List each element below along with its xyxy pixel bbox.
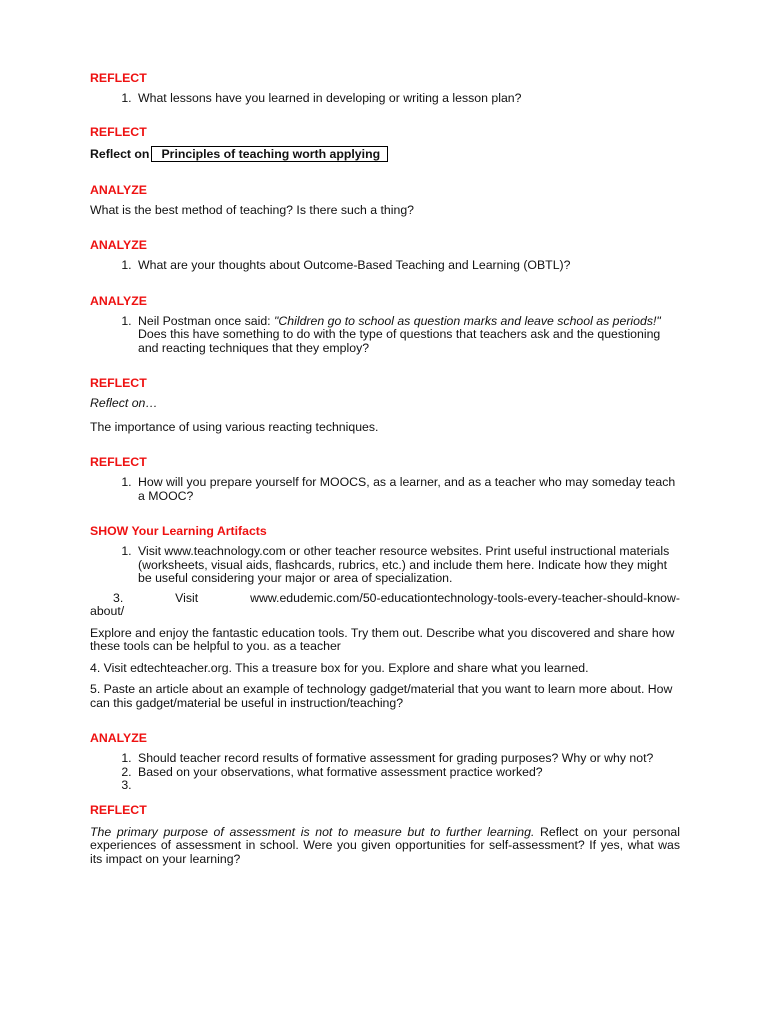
section-heading: REFLECT — [90, 376, 147, 390]
visit-line — [90, 592, 680, 606]
list-item: 2. Based on your observations, what formative assessment practice worked? — [135, 766, 680, 780]
paragraph: What is the best method of teaching? Is there such a thing? — [90, 202, 415, 217]
question-list — [90, 476, 680, 503]
visit-url-continued: about/ — [90, 604, 125, 618]
paragraph: Explore and enjoy the fantastic education tools. Try them out. Describe what you discovered and share how these tools can be helpful to you. as a teacher — [90, 625, 675, 653]
quote-followup: Does this have something to do with the type of questions that teachers ask and the questioning and reacting techniques that they employ? — [138, 327, 661, 355]
quote-intro: Neil Postman once said: — [138, 313, 275, 328]
paragraph: 4. Visit edtechteacher.org. This a treasure box for you. Explore and share what you learned. — [90, 660, 589, 675]
artifact-list — [90, 545, 680, 586]
section-heading: REFLECT — [90, 802, 147, 817]
visit-url: www.edudemic.com/50-educationtechnology-tools-every-teacher-should-know- — [250, 590, 680, 605]
visit-number: 3. — [113, 590, 124, 605]
list-item — [135, 315, 680, 356]
list-item — [135, 779, 680, 793]
assessment-quote: The primary purpose of assessment is not to measure but to further learning. — [90, 824, 535, 839]
list-item: 1. Should teacher record results of formative assessment for grading purposes? Why or why not? — [135, 752, 680, 766]
reflect-on-label: Reflect on… — [90, 396, 158, 410]
section-heading: ANALYZE — [90, 731, 147, 745]
question-list — [90, 752, 680, 793]
question-list — [90, 315, 680, 356]
document-page — [90, 70, 680, 866]
section-heading: REFLECT — [90, 455, 147, 469]
paragraph: 5. Paste an article about an example of technology gadget/material that you want to learn more about. How can this gadget/material be useful in instruction/teaching? — [90, 682, 673, 710]
list-item: 1. What lessons have you learned in developing or writing a lesson plan? — [135, 92, 680, 106]
section-heading: ANALYZE — [90, 182, 147, 197]
list-item: 1. What are your thoughts about Outcome-Based Teaching and Learning (OBTL)? — [135, 259, 680, 273]
section-heading: REFLECT — [90, 71, 147, 85]
boxed-topic: Principles of teaching worth applying — [151, 146, 388, 162]
section-heading: ANALYZE — [90, 238, 147, 252]
postman-quote: "Children go to school as question marks and leave school as periods!" — [274, 313, 661, 328]
list-item: 1. Visit www.teachnology.com or other teacher resource websites. Print useful instructional materials (worksheets, visual aids, flashcards, rubrics, etc.) and include them here. Indicate how they might be useful considering your major or area of specialization. — [135, 545, 680, 586]
section-heading: SHOW Your Learning Artifacts — [90, 524, 267, 538]
reflect-on-label: Reflect on — [90, 146, 150, 161]
reflect-on-line — [90, 146, 680, 162]
question-list — [90, 259, 680, 273]
section-heading: REFLECT — [90, 124, 147, 139]
assessment-prompt: Reflect on your personal experiences of assessment in school. Were you given opportunities for self-assessment? If yes, what was its impact on your learning? — [90, 824, 680, 866]
visit-word: Visit — [175, 590, 199, 605]
list-item: 1. How will you prepare yourself for MOOCS, as a learner, and as a teacher who may someday teach a MOOC? — [135, 476, 680, 503]
section-heading: ANALYZE — [90, 293, 147, 308]
paragraph — [90, 826, 680, 867]
paragraph: The importance of using various reacting techniques. — [90, 419, 379, 434]
question-list — [90, 92, 680, 106]
